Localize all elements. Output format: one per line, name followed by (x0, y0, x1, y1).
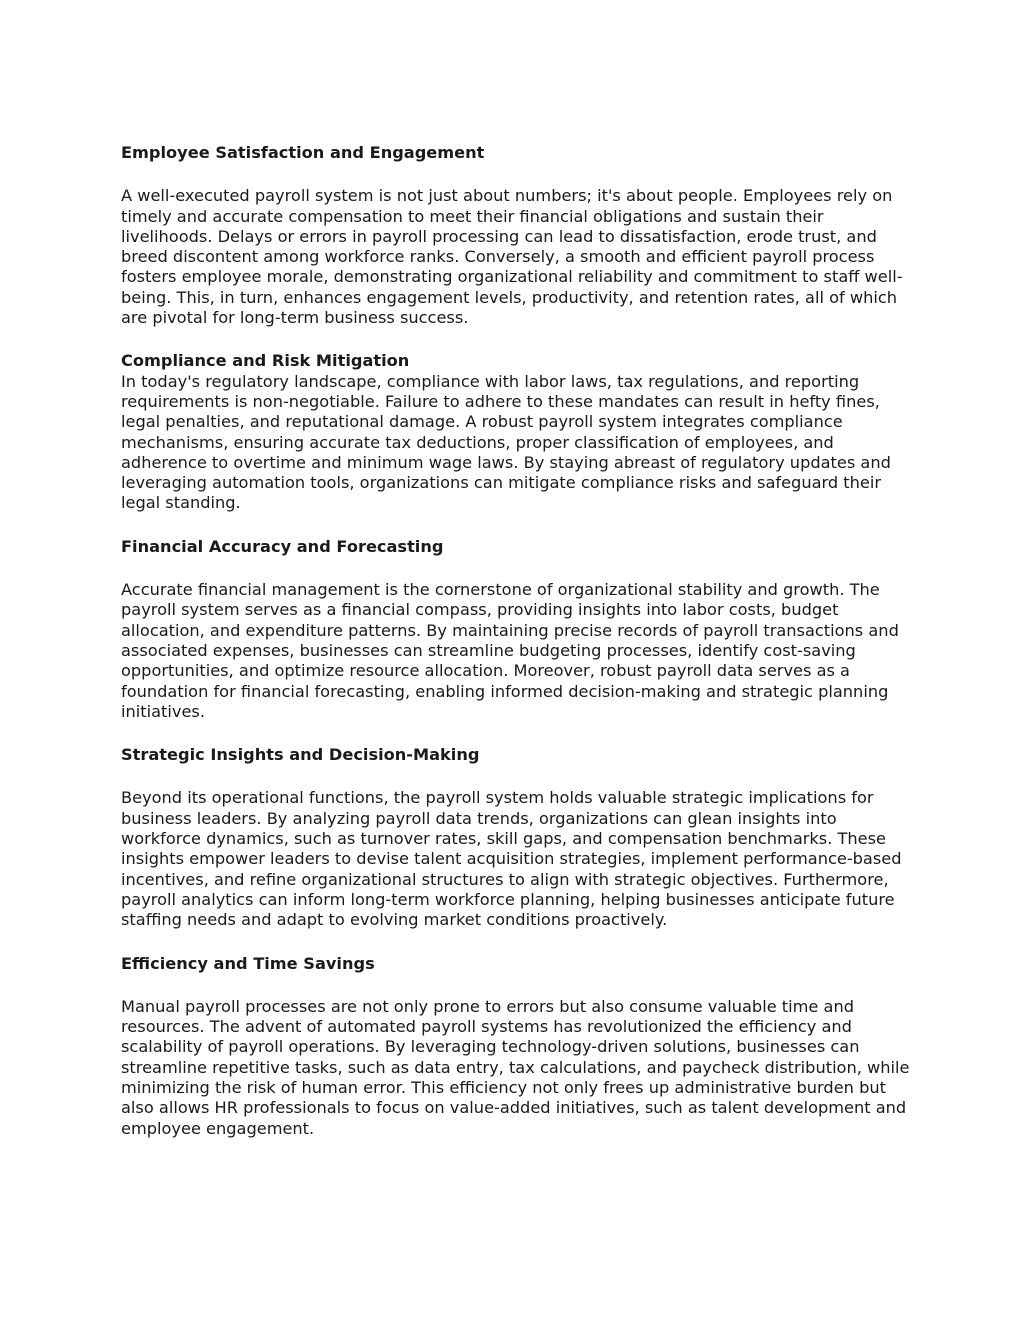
spacer (121, 514, 911, 537)
section-heading-efficiency: Efficiency and Time Savings (121, 953, 375, 973)
spacer (121, 931, 911, 954)
section-paragraph-financial-accuracy: Accurate financial management is the cornerstone of organizational stability and growth. The payroll system serves as a financial compass, providing insights into labor costs, budget allocation, and expenditure patterns. By maintaining precise records of payroll transactions and associated expenses, businesses can streamline budgeting processes, identify cost-saving opportunities, and optimize resource allocation. Moreover, robust payroll data serves as a foundation for financial forecasting, enabling informed decision-making and strategic planning initiatives. (121, 580, 899, 721)
document-body (121, 143, 911, 1139)
spacer (121, 722, 911, 745)
section-heading-compliance: Compliance and Risk Mitigation (121, 351, 410, 371)
section-paragraph-employee-satisfaction: A well-executed payroll system is not just about numbers; it's about people. Employees rely on timely and accurate compensation to meet their financial obligations and sustain their livelihoods. Delays or errors in payroll processing can lead to dissatisfaction, erode trust, and breed discontent among workforce ranks. Conversely, a smooth and efficient payroll process fosters employee morale, demonstrating organizational reliability and commitment to staff well-being. This, in turn, enhances engagement levels, productivity, and retention rates, all of which are pivotal for long-term business success. (121, 186, 903, 328)
section-paragraph-efficiency: Manual payroll processes are not only prone to errors but also consume valuable time and resources. The advent of automated payroll systems has revolutionized the efficiency and scalability of payroll operations. By leveraging technology-driven solutions, businesses can streamline repetitive tasks, such as data entry, tax calculations, and paycheck distribution, while minimizing the risk of human error. This efficiency not only frees up administrative burden but also allows HR professionals to focus on value-added initiatives, such as talent development and employee engagement. (121, 996, 910, 1138)
spacer (121, 974, 911, 997)
spacer (121, 163, 911, 186)
spacer (121, 765, 911, 788)
spacer (121, 557, 911, 580)
section-paragraph-strategic-insights: Beyond its operational functions, the payroll system holds valuable strategic implications for business leaders. By analyzing payroll data trends, organizations can glean insights into workforce dynamics, such as turnover rates, skill gaps, and compensation benchmarks. These insights empower leaders to devise talent acquisition strategies, implement performance-based incentives, and refine organizational structures to align with strategic objectives. Furthermore, payroll analytics can inform long-term workforce planning, helping businesses anticipate future staffing needs and adapt to evolving market conditions proactively. (121, 788, 902, 930)
spacer (121, 328, 911, 351)
section-heading-strategic-insights: Strategic Insights and Decision-Making (121, 745, 480, 765)
section-paragraph-compliance: In today's regulatory landscape, compliance with labor laws, tax regulations, and reporting requirements is non-negotiable. Failure to adhere to these mandates can result in hefty fines, legal penalties, and reputational damage. A robust payroll system integrates compliance mechanisms, ensuring accurate tax deductions, proper classification of employees, and adherence to overtime and minimum wage laws. By staying abreast of regulatory updates and leveraging automation tools, organizations can mitigate compliance risks and safeguard their legal standing. (121, 371, 891, 513)
section-heading-employee-satisfaction: Employee Satisfaction and Engagement (121, 143, 485, 162)
section-heading-financial-accuracy: Financial Accuracy and Forecasting (121, 536, 444, 556)
